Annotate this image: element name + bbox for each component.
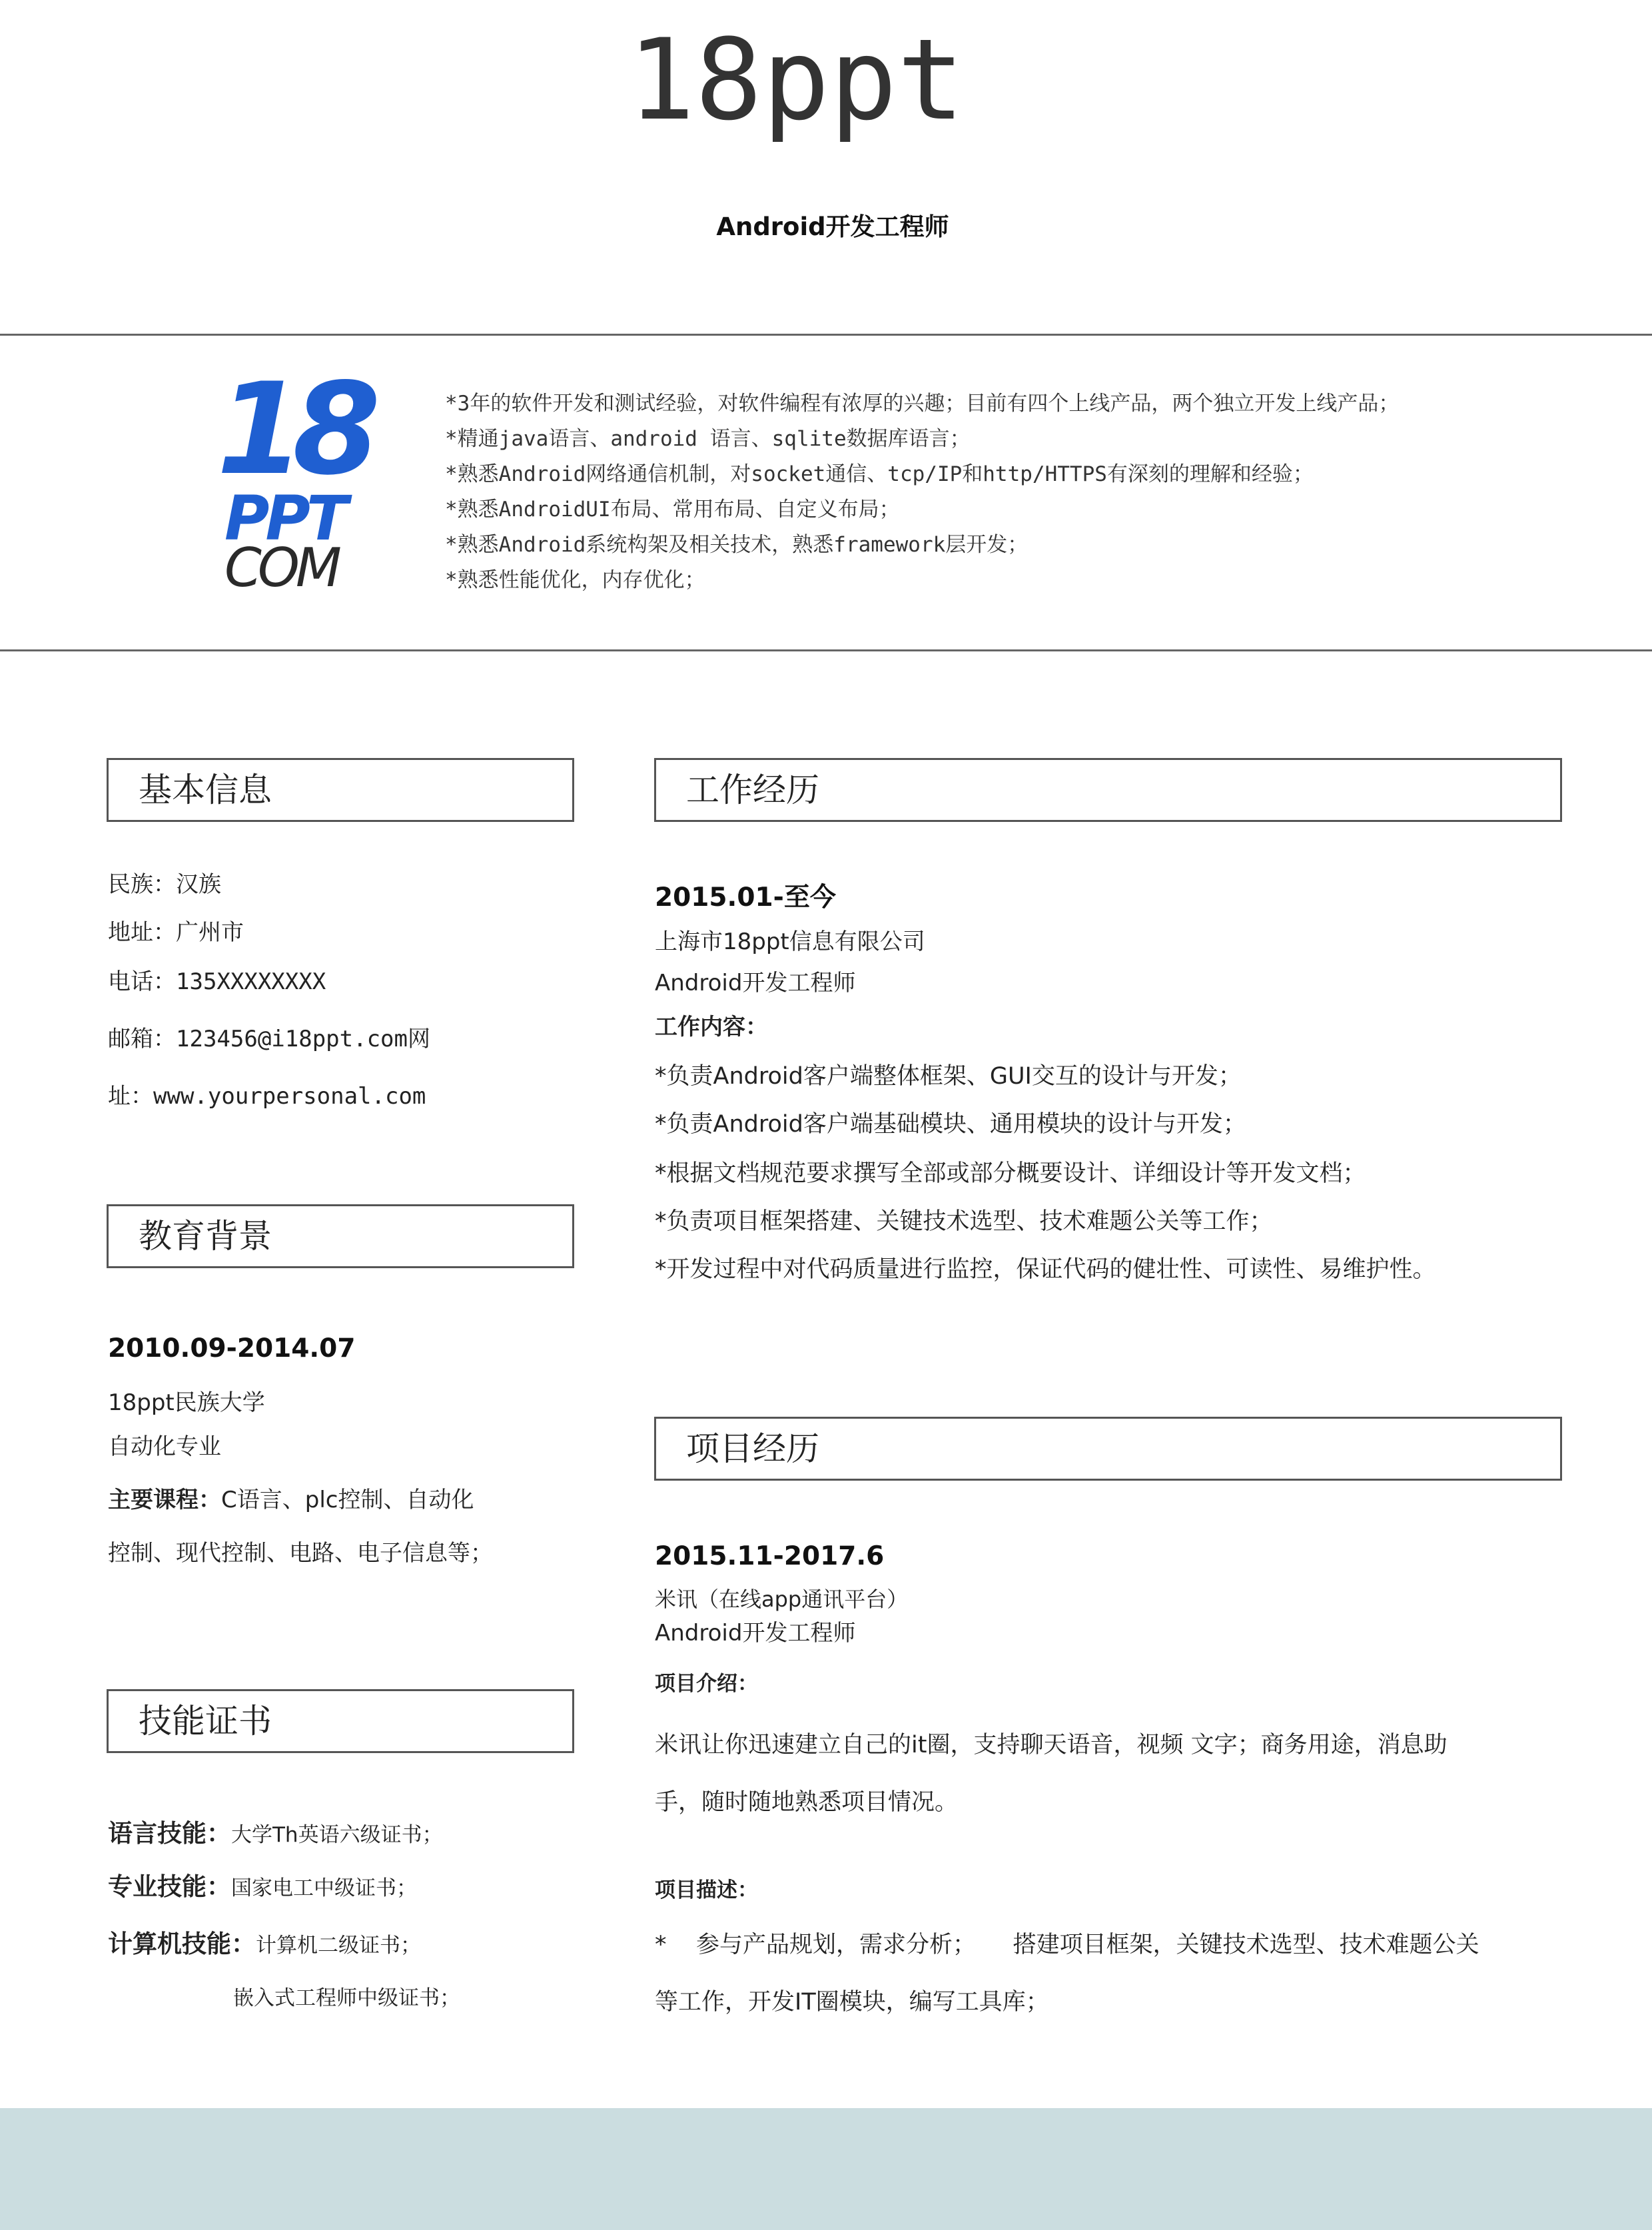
- work-item: *负责Android客户端基础模块、通用模块的设计与开发；: [655, 1111, 1246, 1138]
- project-role: Android开发工程师: [655, 1620, 856, 1647]
- summary-item: *熟悉AndroidUI布局、常用布局、自定义布局；: [445, 498, 900, 522]
- work-item: *根据文档规范要求撰写全部或部分概要设计、详细设计等开发文档；: [655, 1160, 1366, 1187]
- school-name: 18ppt民族大学: [108, 1389, 265, 1416]
- skill-value: 计算机二级证书；: [256, 1934, 421, 1958]
- courses: [108, 1481, 474, 1514]
- project-desc: * 参与产品规划，需求分析； 搭建项目框架，关键技术选型、技术难题公关: [655, 1932, 1479, 1958]
- email: 邮箱：123456@i18ppt.com网: [108, 1026, 430, 1052]
- skill-label: 专业技能：: [108, 1872, 231, 1901]
- footer-band: [0, 2108, 1652, 2230]
- summary-item: *3年的软件开发和测试经验，对软件编程有浓厚的兴趣；目前有四个上线产品，两个独立开发上线产品；: [445, 392, 1400, 416]
- courses-label: 主要课程：: [108, 1487, 221, 1513]
- project-intro: 米讯让你迅速建立自己的it圈，支持聊天语音，视频 文字；商务用途，消息助: [655, 1732, 1447, 1758]
- courses-continued: 控制、现代控制、电路、电子信息等；: [108, 1540, 493, 1567]
- project-desc-continued: 等工作，开发IT圈模块，编写工具库；: [655, 1989, 1049, 2016]
- logo: [216, 373, 380, 599]
- major: 自动化专业: [108, 1433, 221, 1460]
- language-skill: [108, 1813, 443, 1849]
- computer-skill: [108, 1924, 421, 1960]
- summary-item: *熟悉性能优化，内存优化；: [445, 568, 705, 592]
- logo-text-ppt: PPT: [224, 483, 344, 554]
- work-role: Android开发工程师: [655, 970, 856, 996]
- project-intro-continued: 手，随时随地熟悉项目情况。: [655, 1789, 959, 1816]
- project-name: 米讯（在线app通讯平台）: [655, 1587, 909, 1612]
- ethnicity: 民族：汉族: [108, 871, 221, 898]
- candidate-name: 18ppt: [627, 15, 965, 145]
- work-content-label: 工作内容：: [655, 1014, 768, 1040]
- divider-bottom: [0, 649, 1652, 651]
- work-item: *开发过程中对代码质量进行监控，保证代码的健壮性、可读性、易维护性。: [655, 1256, 1436, 1283]
- skill-value: 国家电工中级证书；: [231, 1876, 417, 1900]
- section-title: 技能证书: [139, 1702, 272, 1740]
- project-intro-label: 项目介绍：: [655, 1672, 758, 1696]
- logo-text-18: 18: [216, 373, 369, 503]
- section-title: 教育背景: [139, 1217, 272, 1256]
- section-header-basic-info: [107, 758, 574, 822]
- summary-item: *熟悉Android网络通信机制，对socket通信、tcp/IP和http/HTTPS有深刻的理解和经验；: [445, 462, 1314, 486]
- work-item: *负责Android客户端整体框架、GUI交互的设计与开发；: [655, 1063, 1242, 1090]
- work-date: 2015.01-至今: [655, 883, 836, 913]
- company-name: 上海市18ppt信息有限公司: [655, 929, 925, 955]
- skill-label: 语言技能：: [108, 1819, 231, 1848]
- phone: 电话：135XXXXXXXX: [108, 968, 326, 995]
- section-title: 基本信息: [139, 771, 272, 809]
- section-header-work: [654, 758, 1562, 822]
- summary-item: *精通java语言、android 语言、sqlite数据库语言；: [445, 427, 971, 451]
- summary-list: [445, 386, 1577, 598]
- logo-mark-icon: [216, 373, 380, 599]
- section-header-education: [107, 1204, 574, 1268]
- courses-value: C语言、plc控制、自动化: [221, 1487, 474, 1513]
- job-title: Android开发工程师: [716, 212, 949, 241]
- section-title: 工作经历: [686, 771, 819, 809]
- skill-label: 计算机技能：: [108, 1930, 256, 1958]
- skill-value: 大学Th英语六级证书；: [231, 1823, 443, 1847]
- summary-item: *熟悉Android系统构架及相关技术，熟悉framework层开发；: [445, 533, 1029, 557]
- section-header-project: [654, 1417, 1562, 1481]
- professional-skill: [108, 1866, 417, 1902]
- website: 址：www.yourpersonal.com: [108, 1083, 426, 1110]
- project-date: 2015.11-2017.6: [655, 1541, 885, 1571]
- project-desc-label: 项目描述：: [655, 1878, 758, 1902]
- section-header-skills: [107, 1689, 574, 1753]
- education-date: 2010.09-2014.07: [108, 1333, 356, 1363]
- logo-text-com: COM: [224, 537, 338, 599]
- address: 地址：广州市: [108, 919, 244, 946]
- work-item: *负责项目框架搭建、关键技术选型、技术难题公关等工作；: [655, 1208, 1273, 1235]
- computer-skill-extra: 嵌入式工程师中级证书；: [233, 1986, 460, 2010]
- divider-top: [0, 334, 1652, 336]
- section-title: 项目经历: [686, 1429, 819, 1468]
